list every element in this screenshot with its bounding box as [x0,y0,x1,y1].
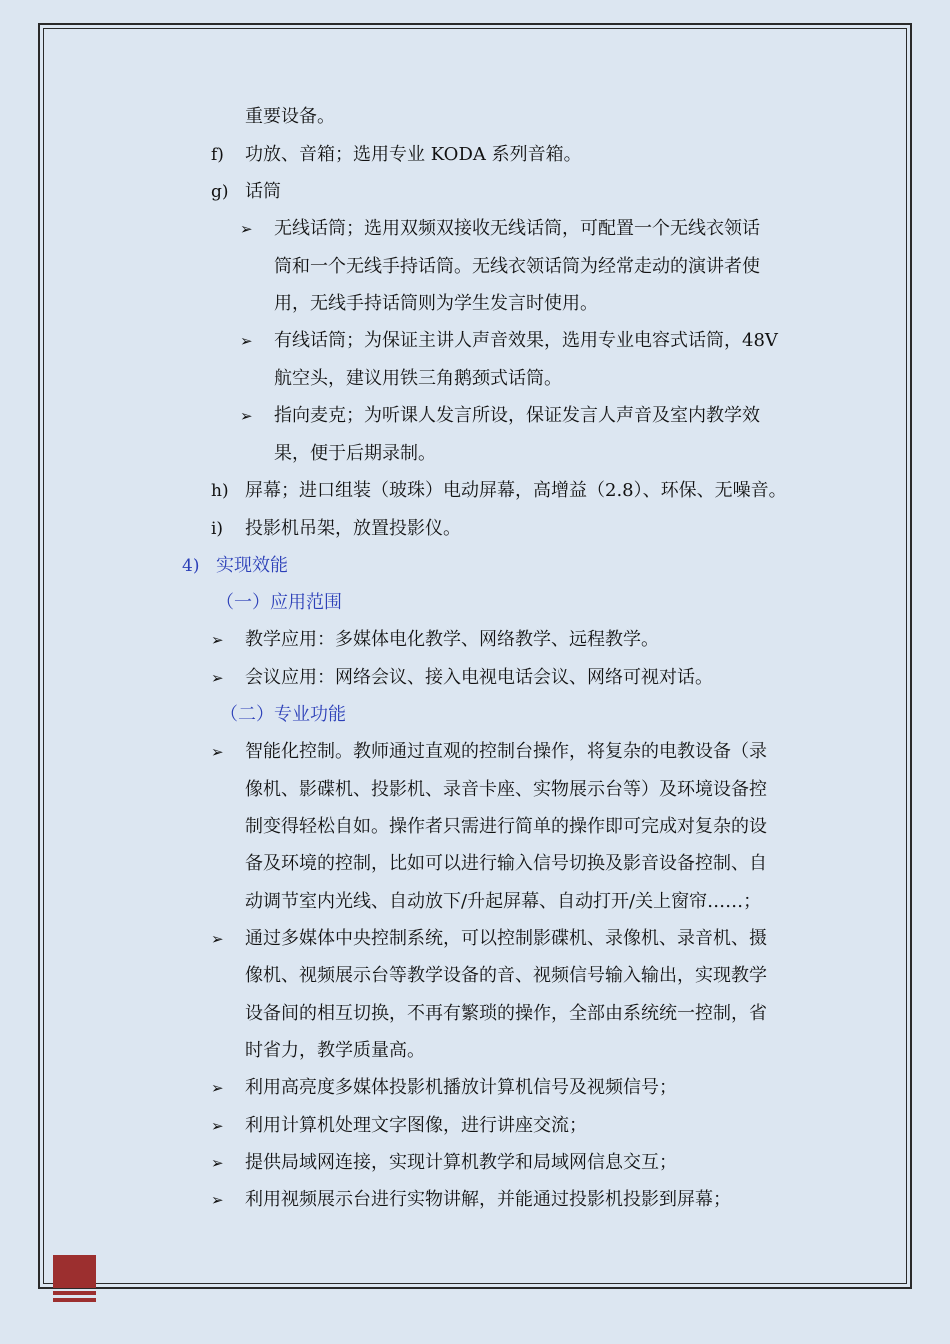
bullet-text: 动调节室内光线、自动放下/升起屏幕、自动打开/关上窗帘……； [245,891,762,912]
mic-wired-line: 有线话筒；为保证主讲人声音效果，选用专业电容式话筒，48V [274,330,778,351]
subsection-heading: （二）专业功能 [220,704,346,725]
bullet-text: 制变得轻松自如。操作者只需进行简单的操作即可完成对复杂的设 [245,816,767,837]
mic-wireless-line: 筒和一个无线手持话筒。无线衣领话筒为经常走动的演讲者使 [274,256,760,277]
arrow-bullet-icon: ➢ [211,1079,224,1097]
bullet-text: 备及环境的控制，比如可以进行输入信号切换及影音设备控制、自 [245,853,767,874]
arrow-bullet-icon: ➢ [211,631,224,649]
text-line: 重要设备。 [245,106,335,127]
subsection-heading: （一）应用范围 [216,592,342,613]
list-marker-g: g) [211,182,229,202]
section-heading: 实现效能 [216,555,288,576]
mic-directional-line: 指向麦克；为听课人发言所设，保证发言人声音及室内教学效 [274,405,760,426]
bullet-text: 利用计算机处理文字图像，进行讲座交流； [245,1115,587,1136]
arrow-bullet-icon: ➢ [211,743,224,761]
footer-bar [53,1298,96,1302]
list-marker-h: h) [211,481,229,501]
item-f-text: 功放、音箱；选用专业 KODA 系列音箱。 [245,144,582,165]
mic-directional-line: 果，便于后期录制。 [274,443,436,464]
arrow-bullet-icon: ➢ [211,1117,224,1135]
list-marker-f: f) [211,145,224,165]
bullet-text: 利用高亮度多媒体投影机播放计算机信号及视频信号； [245,1077,677,1098]
item-g-text: 话筒 [245,181,281,202]
bullet-text: 设备间的相互切换，不再有繁琐的操作，全部由系统统一控制，省 [245,1003,767,1024]
arrow-bullet-icon: ➢ [211,930,224,948]
arrow-bullet-icon: ➢ [211,1191,224,1209]
mic-wired-line: 航空头，建议用铁三角鹅颈式话筒。 [274,368,562,389]
bullet-text: 利用视频展示台进行实物讲解，并能通过投影机投影到屏幕； [245,1189,731,1210]
item-i-text: 投影机吊架，放置投影仪。 [245,518,461,539]
bullet-text: 通过多媒体中央控制系统，可以控制影碟机、录像机、录音机、摄 [245,928,767,949]
item-h-text: 屏幕；进口组装（玻珠）电动屏幕，高增益（2.8）、环保、无噪音。 [245,480,787,501]
arrow-bullet-icon: ➢ [240,220,253,238]
bullet-text: 像机、视频展示台等教学设备的音、视频信号输入输出，实现教学 [245,965,767,986]
bullet-text: 教学应用：多媒体电化教学、网络教学、远程教学。 [245,629,659,650]
list-marker-i: i) [211,519,224,539]
footer-block [53,1255,96,1288]
arrow-bullet-icon: ➢ [240,407,253,425]
bullet-text: 智能化控制。教师通过直观的控制台操作，将复杂的电教设备（录 [245,741,767,762]
arrow-bullet-icon: ➢ [211,669,224,687]
mic-wireless-line: 用，无线手持话筒则为学生发言时使用。 [274,293,598,314]
mic-wireless-line: 无线话筒；选用双频双接收无线话筒，可配置一个无线衣领话 [274,218,760,239]
section-number: 4) [182,556,200,576]
bullet-text: 提供局域网连接，实现计算机教学和局域网信息交互； [245,1152,677,1173]
bullet-text: 像机、影碟机、投影机、录音卡座、实物展示台等）及环境设备控 [245,779,767,800]
footer-bar [53,1291,96,1295]
bullet-text: 时省力，教学质量高。 [245,1040,425,1061]
arrow-bullet-icon: ➢ [211,1154,224,1172]
bullet-text: 会议应用：网络会议、接入电视电话会议、网络可视对话。 [245,667,713,688]
arrow-bullet-icon: ➢ [240,332,253,350]
